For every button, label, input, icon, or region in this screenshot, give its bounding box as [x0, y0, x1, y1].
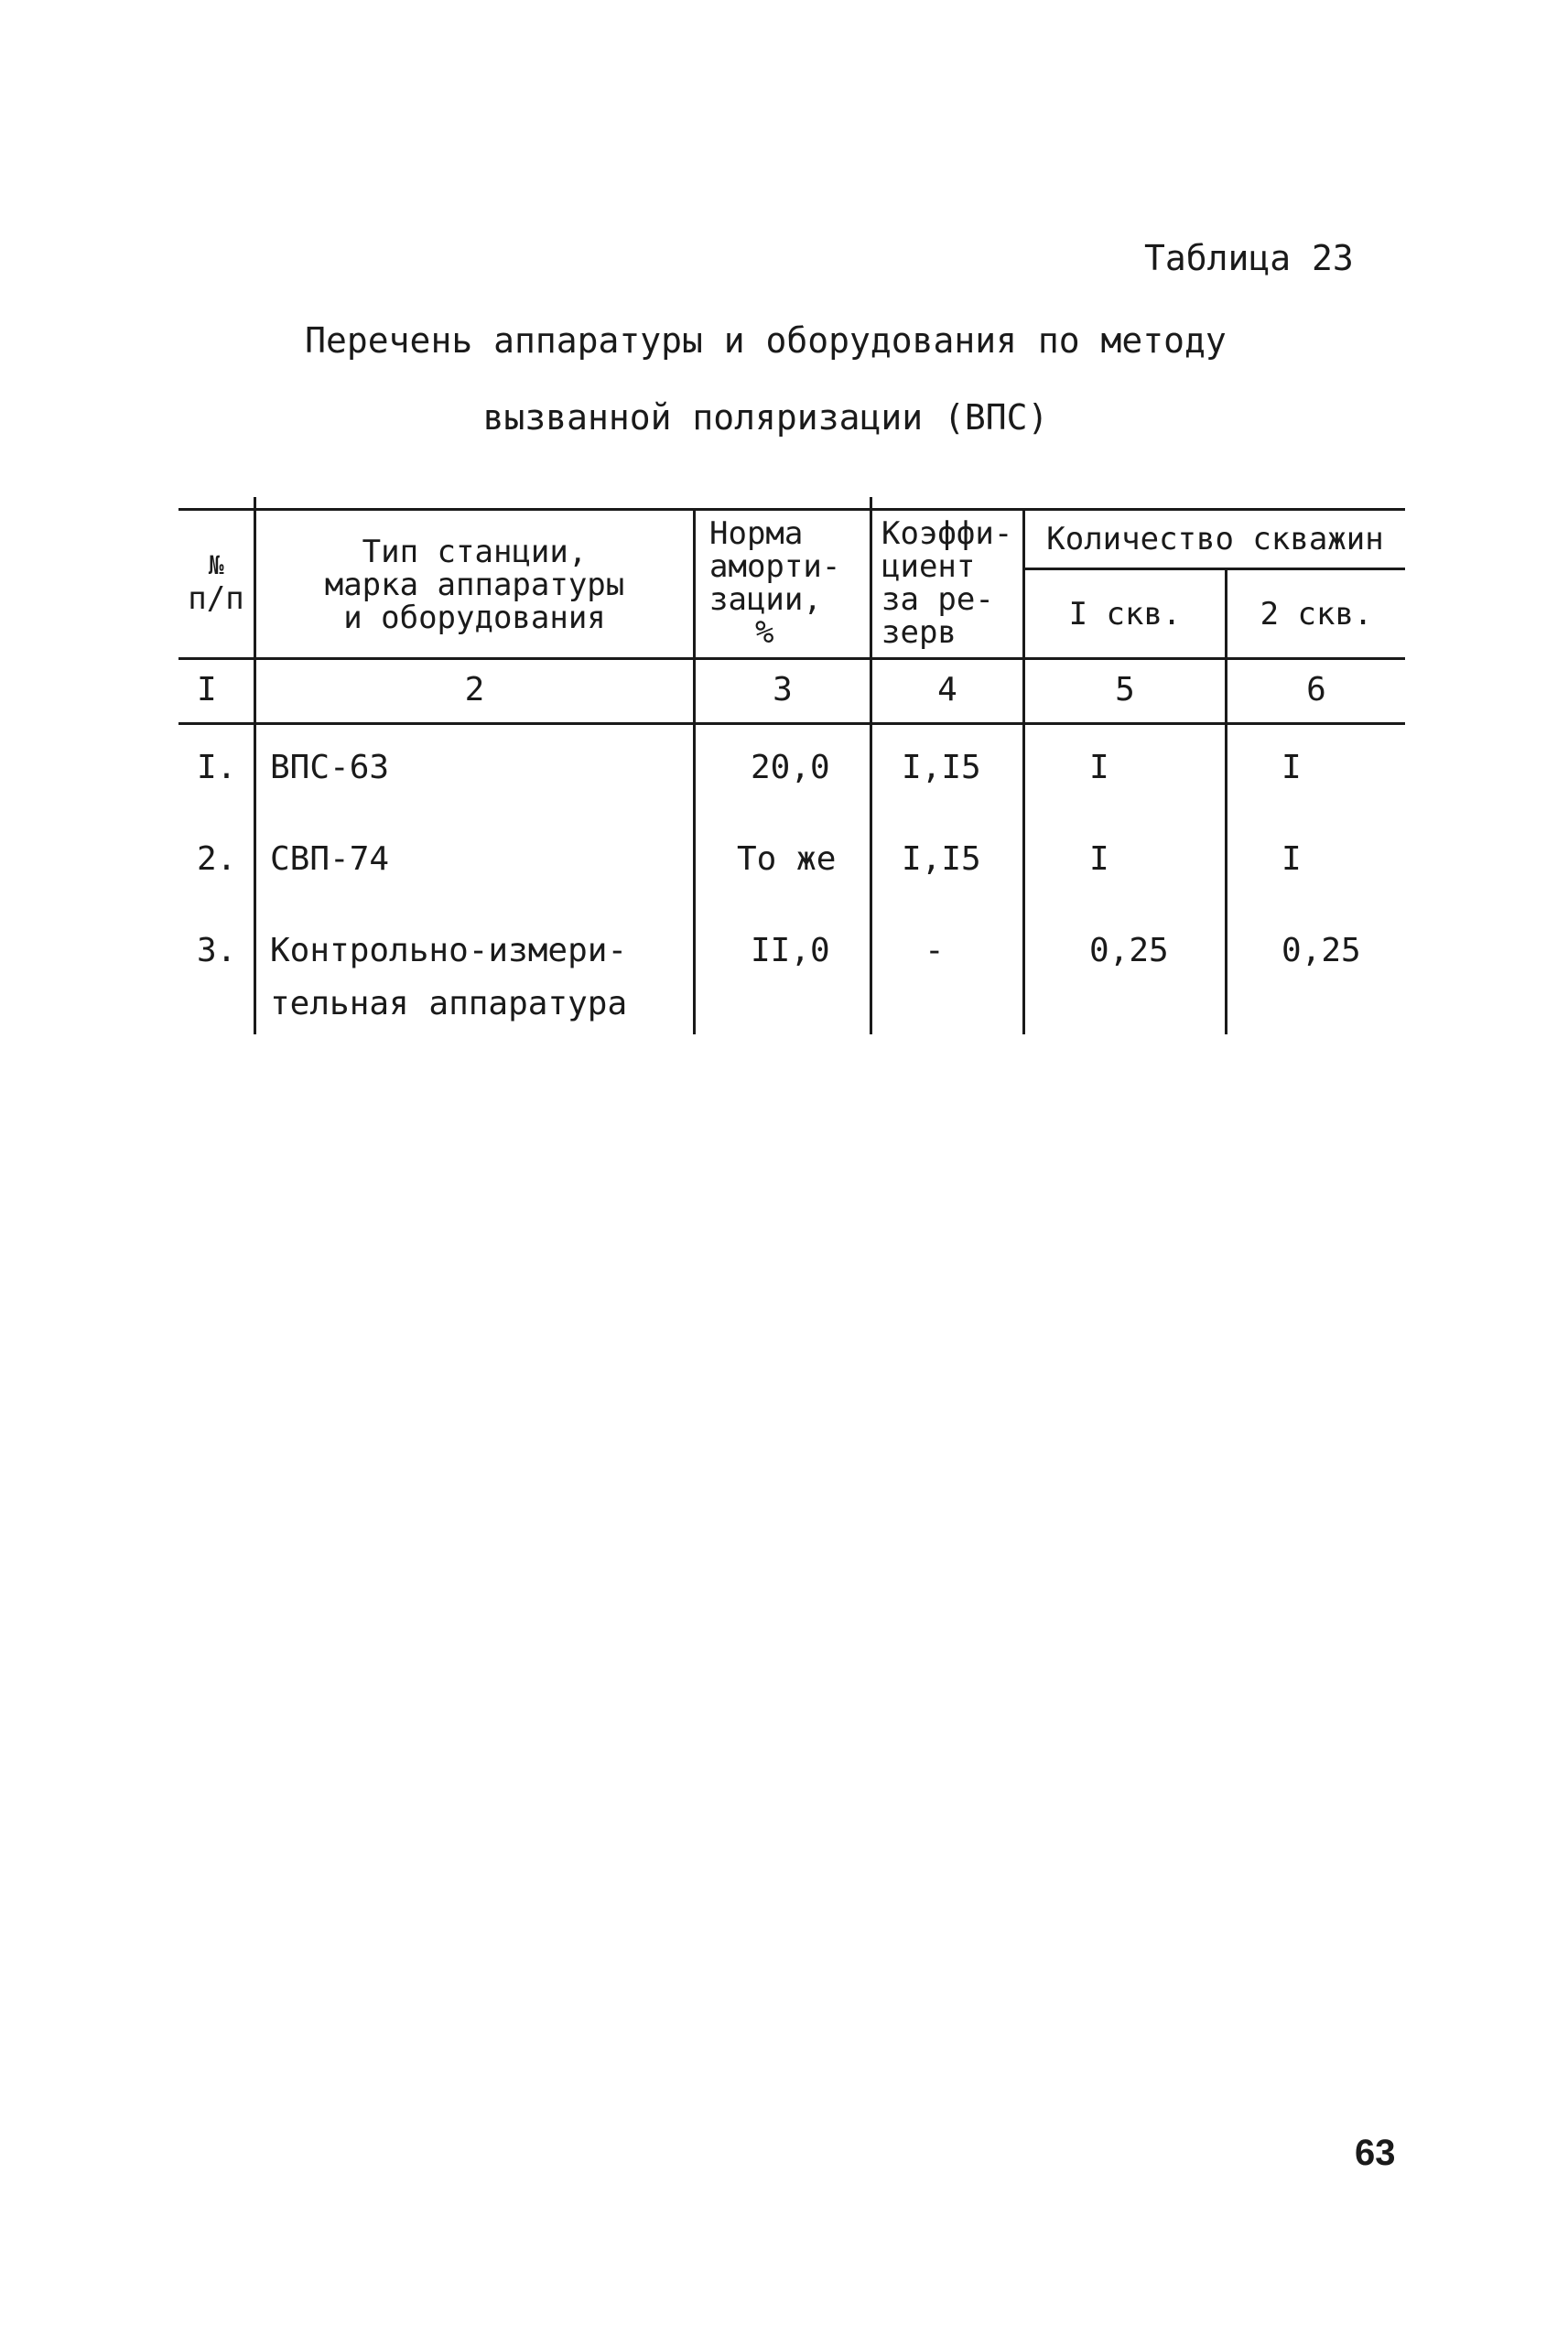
header-norm: Норма аморти- зации, %: [709, 515, 841, 651]
table-top-rule: [178, 508, 1405, 511]
row-3-coef: -: [925, 932, 945, 969]
row-2-qty1: I: [1089, 840, 1109, 878]
header-num: № п/п: [188, 550, 244, 617]
row-1-qty2: I: [1281, 749, 1302, 786]
row-3-name: Контрольно-измери- тельная аппаратура: [270, 932, 628, 1022]
table-label: Таблица 23: [1144, 238, 1354, 278]
row-3-qty2: 0,25: [1281, 932, 1361, 969]
row-2-qty2: I: [1281, 840, 1302, 878]
col-number-6: 6: [1306, 671, 1326, 708]
col-number-1: I: [197, 671, 217, 708]
header-coef: Коэффи- циент за ре- зерв: [881, 515, 1013, 651]
qty-subheader-rule: [1022, 568, 1405, 570]
col-number-2: 2: [464, 671, 485, 708]
col-divider-2: [693, 508, 696, 1034]
col-number-5: 5: [1115, 671, 1135, 708]
col-divider-3: [870, 497, 872, 1034]
row-1-num: I.: [197, 749, 237, 786]
equipment-table: [178, 508, 1405, 1034]
row-1-norm: 20,0: [751, 749, 830, 786]
header-qty-1: I скв.: [1068, 596, 1182, 633]
col-number-4: 4: [937, 671, 957, 708]
row-3-num: 3.: [197, 932, 237, 969]
row-2-num: 2.: [197, 840, 237, 878]
page-number: 63: [1355, 2133, 1396, 2173]
row-1-coef: I,I5: [902, 749, 981, 786]
col-divider-4: [1022, 508, 1025, 1034]
row-3-norm: II,0: [751, 932, 830, 969]
table-caption-line-1: Перечень аппаратуры и оборудования по методу: [305, 320, 1227, 361]
header-qty: Количество скважин: [1046, 521, 1384, 557]
col-number-3: 3: [773, 671, 793, 708]
col-divider-5: [1225, 568, 1227, 1034]
row-1-name: ВПС-63: [270, 749, 390, 786]
row-3-qty1: 0,25: [1089, 932, 1169, 969]
table-caption-line-2: вызванной поляризации (ВПС): [482, 397, 1049, 438]
header-bottom-rule: [178, 657, 1405, 660]
header-type: Тип станции, марка аппаратуры и оборудования: [324, 534, 625, 636]
header-qty-2: 2 скв.: [1260, 596, 1373, 633]
row-2-norm: То же: [737, 840, 837, 878]
row-2-coef: I,I5: [902, 840, 981, 878]
row-1-qty1: I: [1089, 749, 1109, 786]
column-numbers-rule: [178, 722, 1405, 725]
row-2-name: СВП-74: [270, 840, 390, 878]
